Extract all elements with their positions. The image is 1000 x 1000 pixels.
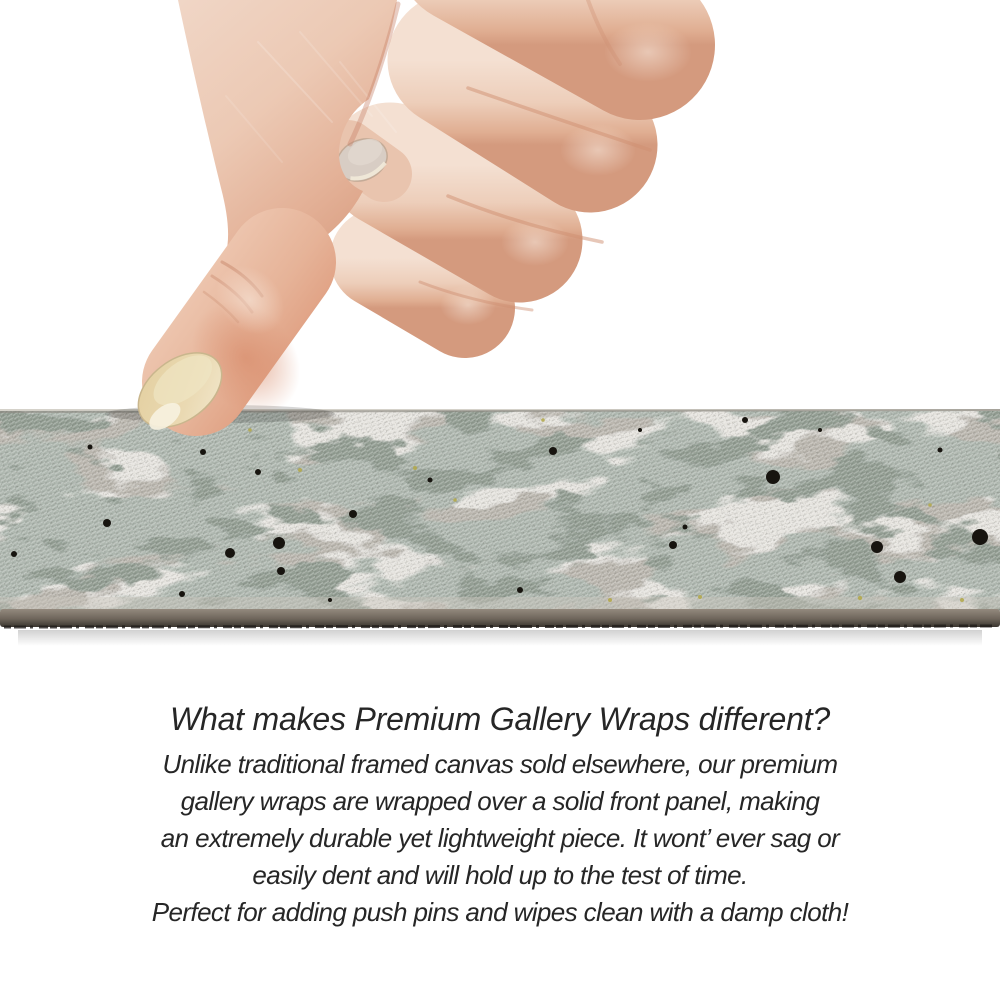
marketing-copy — [0, 698, 1000, 931]
body-copy — [0, 746, 1000, 931]
hand-photo — [105, 0, 692, 442]
body-line: Unlike traditional framed canvas sold elsewhere, our premium — [162, 749, 838, 779]
canvas-shadow — [18, 630, 982, 646]
canvas-edge-photo — [0, 409, 1000, 646]
body-line: Perfect for adding push pins and wipes clean with a damp cloth! — [151, 897, 849, 927]
headline: What makes Premium Gallery Wraps different? — [169, 701, 831, 737]
body-line: easily dent and will hold up to the test of time. — [252, 860, 748, 890]
body-line: gallery wraps are wrapped over a solid front panel, making — [180, 786, 820, 816]
body-line: an extremely durable yet lightweight piece. It wont’ ever sag or — [160, 823, 840, 853]
canvas-bottom-edge — [0, 609, 1000, 627]
